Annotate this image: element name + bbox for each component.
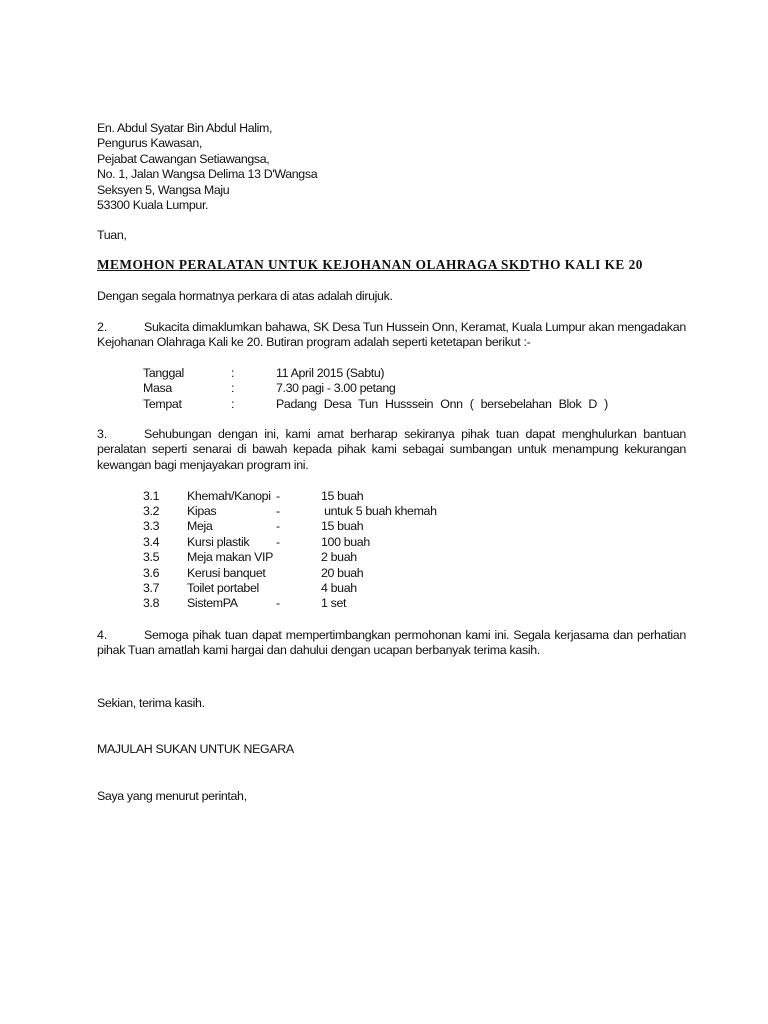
item-quantity: 4 buah: [321, 581, 357, 595]
recipient-line: Pengurus Kawasan,: [97, 136, 202, 151]
item-number: 3.7: [143, 581, 160, 595]
recipient-line: Seksyen 5, Wangsa Maju: [97, 182, 230, 197]
closing-line: Sekian, terima kasih.: [97, 696, 205, 710]
item-name: Toilet portabel: [187, 581, 259, 595]
recipient-address: [97, 121, 317, 213]
item-name: Kerusi banquet: [187, 566, 266, 580]
item-quantity: 2 buah: [321, 550, 357, 564]
program-label: Masa: [143, 381, 172, 395]
item-quantity: 1 set: [321, 596, 347, 610]
program-colon: :: [231, 381, 235, 395]
paragraph-4: [97, 628, 686, 659]
item-quantity: untuk 5 buah khemah: [321, 504, 437, 518]
title-underlined: MEMOHON PERALATAN UNTUK KEJOHANAN OLAHRAGA SKD: [97, 257, 530, 272]
program-colon: :: [231, 366, 235, 380]
item-name: SistemPA: [187, 596, 238, 610]
item-quantity: 100 buah: [321, 535, 370, 549]
item-number: 3.1: [143, 489, 160, 503]
item-dash: -: [276, 535, 280, 549]
item-number: 3.4: [143, 535, 160, 549]
program-colon: :: [231, 397, 235, 411]
recipient-line: 53300 Kuala Lumpur.: [97, 198, 209, 213]
item-number: 3.5: [143, 550, 160, 564]
item-number: 3.2: [143, 504, 160, 518]
item-quantity: 15 buah: [321, 489, 364, 503]
recipient-line: En. Abdul Syatar Bin Abdul Halim,: [97, 121, 273, 135]
item-quantity: 20 buah: [321, 566, 364, 580]
paragraph-2: [97, 320, 686, 351]
paragraph-number: 4.: [97, 628, 108, 642]
item-dash: -: [276, 504, 280, 518]
signoff-line: Saya yang menurut perintah,: [97, 789, 247, 803]
paragraph-number: 2.: [97, 320, 108, 334]
item-number: 3.6: [143, 566, 160, 580]
program-value: Padang Desa Tun Husssein Onn ( bersebelahan Blok D ): [276, 397, 608, 411]
item-quantity: 15 buah: [321, 519, 364, 533]
title-rest: THO KALI KE 20: [529, 257, 643, 272]
item-dash: -: [276, 519, 280, 533]
item-dash: -: [276, 596, 280, 610]
item-name: Meja: [187, 519, 213, 533]
paragraph-text: Sehubungan dengan ini, kami amat berharap sekiranya pihak tuan dapat menghulurkan bantuan peralatan seperti senarai di bawah kepada pihak kami sebagai sumbangan untuk menampung kekurangan kewangan bagi menjayakan program ini.: [97, 427, 686, 472]
program-value: 7.30 pagi - 3.00 petang: [276, 381, 396, 395]
item-number: 3.8: [143, 596, 160, 610]
paragraph-text: Sukacita dimaklumkan bahawa, SK Desa Tun Hussein Onn, Keramat, Kuala Lumpur akan mengadakan Kejohanan Olahraga Kali ke 20. Butiran program adalah seperti ketetapan berikut :-: [97, 320, 686, 350]
program-value: 11 April 2015 (Sabtu): [276, 366, 385, 380]
item-number: 3.3: [143, 519, 160, 533]
recipient-line: Pejabat Cawangan Setiawangsa,: [97, 151, 270, 166]
salutation: Tuan,: [97, 228, 127, 242]
item-name: Kipas: [187, 504, 217, 518]
paragraph-number: 3.: [97, 427, 108, 441]
item-name: Meja makan VIP: [187, 550, 274, 564]
item-dash: -: [276, 489, 280, 503]
letter-title: [97, 257, 643, 273]
recipient-line: No. 1, Jalan Wangsa Delima 13 D'Wangsa: [97, 167, 318, 182]
item-name: Kursi plastik: [187, 535, 250, 549]
item-name: Khemah/Kanopi: [187, 489, 271, 503]
program-label: Tempat: [143, 397, 182, 411]
paragraph-3: [97, 427, 686, 473]
motto-line: MAJULAH SUKAN UNTUK NEGARA: [97, 742, 294, 756]
intro-sentence: Dengan segala hormatnya perkara di atas adalah dirujuk.: [97, 289, 393, 303]
paragraph-text: Semoga pihak tuan dapat mempertimbangkan permohonan kami ini. Segala kerjasama dan perhatian pihak Tuan amatlah kami hargai dan dahului dengan ucapan berbanyak terima kasih.: [97, 628, 686, 658]
program-label: Tanggal: [143, 366, 184, 380]
